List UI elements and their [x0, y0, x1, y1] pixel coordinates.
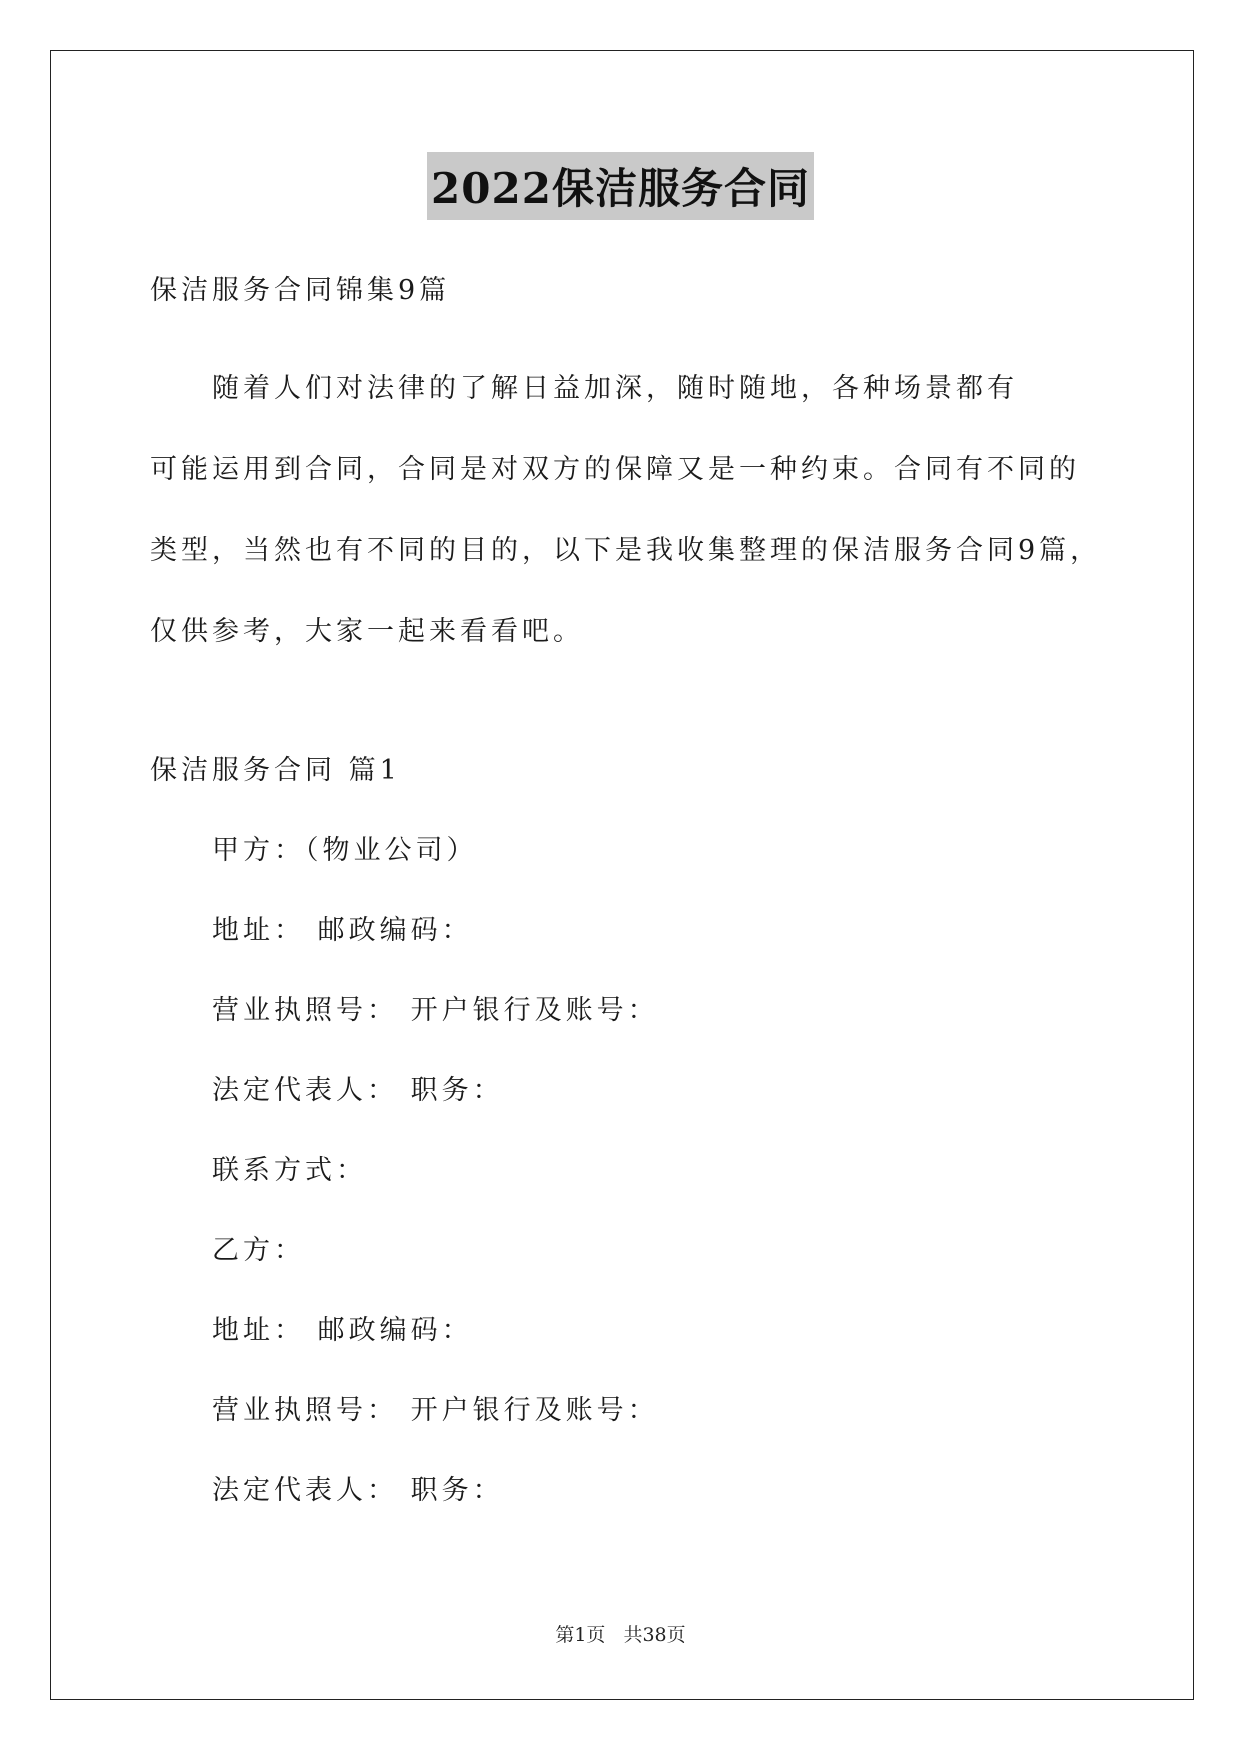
intro-line: 可能运用到合同，合同是对双方的保障又是一种约束。合同有不同的	[150, 454, 1080, 485]
representative-field: 法定代表人： 职务：	[212, 1475, 504, 1506]
page-footer	[0, 1620, 1241, 1647]
document-subtitle: 保洁服务合同锦集9篇	[150, 275, 451, 306]
intro-line: 类型，当然也有不同的目的，以下是我收集整理的保洁服务合同9篇，	[150, 535, 1102, 566]
contact-field: 联系方式：	[212, 1155, 367, 1186]
page-total: 共38页	[623, 1624, 686, 1646]
party-a-field: 甲方：（物业公司）	[212, 835, 478, 866]
page-number: 第1页	[555, 1624, 606, 1646]
intro-line: 仅供参考，大家一起来看看吧。	[150, 616, 584, 647]
section-heading: 保洁服务合同 篇1	[150, 755, 401, 786]
address-field: 地址： 邮政编码：	[212, 1315, 473, 1346]
intro-paragraph	[150, 348, 1110, 672]
license-field: 营业执照号： 开户银行及账号：	[212, 1395, 659, 1426]
document-title: 2022保洁服务合同	[427, 152, 814, 220]
intro-line: 随着人们对法律的了解日益加深，随时随地，各种场景都有	[150, 373, 1018, 404]
representative-field: 法定代表人： 职务：	[212, 1075, 504, 1106]
party-b-field: 乙方：	[212, 1235, 305, 1266]
license-field: 营业执照号： 开户银行及账号：	[212, 995, 659, 1026]
address-field: 地址： 邮政编码：	[212, 915, 473, 946]
title-container	[0, 152, 1241, 220]
